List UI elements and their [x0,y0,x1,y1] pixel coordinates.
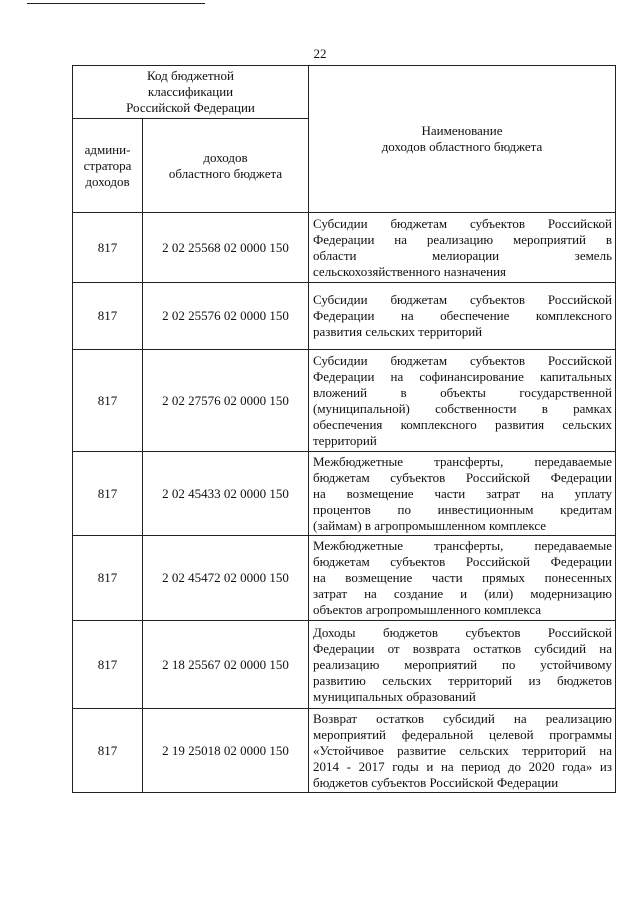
table-row [73,283,616,350]
header-admin-cell [73,119,143,213]
admin-code-cell: 817 [73,452,143,536]
admin-code-cell: 817 [73,213,143,283]
income-code-cell: 2 02 25568 02 0000 150 [143,213,309,283]
income-name-line: «Устойчивое развитие сельских территорий на [313,742,612,758]
admin-code-cell: 817 [73,536,143,621]
admin-code-cell: 817 [73,621,143,709]
income-name-line: Федерации на реализацию мероприятий в [313,231,612,247]
top-rule [27,3,205,4]
income-name-line: муниципальных образований [313,688,476,704]
table-row [73,452,616,536]
income-name-cell [309,350,616,452]
income-name-line: развитию сельских территорий из бюджетов [313,672,612,688]
income-name-line: Федерации на обеспечение комплексного [313,308,612,323]
income-code-cell: 2 02 25576 02 0000 150 [143,283,309,350]
header-group-line: Российской Федерации [126,100,255,115]
header-admin-line: стратора [83,157,132,173]
header-admin-line: доходов [85,173,130,189]
table-row [73,213,616,283]
header-row-top [73,66,616,119]
income-name-line: территорий [313,432,377,448]
admin-code-cell: 817 [73,283,143,350]
table-row [73,536,616,621]
table-row [73,709,616,793]
header-group-line: Код бюджетной [147,68,234,83]
table-row [73,621,616,709]
income-name-line: бюджетов субъектов Российской Федерации [313,774,559,790]
income-name-line: развития сельских территорий [313,324,483,339]
income-name-line: бюджетам субъектов Российской Федерации [313,469,612,485]
header-income-cell [143,119,309,213]
header-name-line: Наименование [421,123,503,138]
header-admin-line: админи- [84,141,131,157]
income-code-cell: 2 02 45472 02 0000 150 [143,536,309,621]
income-name-line: сельскохозяйственного назначения [313,263,507,279]
budget-classification-table [72,65,616,793]
income-name-line: объектов агропромышленного комплекса [313,602,542,617]
income-name-line: на возмещение части прямых понесенных [313,570,612,585]
income-name-line: мероприятий федеральной целевой программы [313,726,612,742]
income-name-cell [309,283,616,350]
income-name-line: Межбюджетные трансферты, передаваемые [313,453,612,469]
income-name-line: бюджетам субъектов Российской Федерации [313,554,612,569]
income-code-cell: 2 18 25567 02 0000 150 [143,621,309,709]
income-name-line: Субсидии бюджетам субъектов Российской [313,352,612,368]
income-name-line: Федерации от возврата остатков субсидий на [313,640,612,656]
income-name-cell [309,709,616,793]
table-row [73,350,616,452]
admin-code-cell: 817 [73,709,143,793]
income-name-line: (муниципальной) собственности в рамках [313,400,612,416]
header-income-line: областного бюджета [168,165,283,181]
income-name-cell [309,452,616,536]
income-name-cell [309,536,616,621]
header-group-line: классификации [147,84,234,99]
income-name-line: (займам) в агропромышленном комплексе [313,517,547,533]
income-name-line: на возмещение части затрат на уплату [313,485,612,501]
header-name-line: доходов областного бюджета [381,139,543,154]
income-code-cell: 2 19 25018 02 0000 150 [143,709,309,793]
income-name-line: затрат на создание и (или) модернизацию [313,586,612,601]
income-code-cell: 2 02 27576 02 0000 150 [143,350,309,452]
header-name-cell [309,66,616,213]
income-name-line: области мелиорации земель [313,247,612,263]
income-name-line: вложений в объекты государственной [313,384,612,400]
admin-code-cell: 817 [73,350,143,452]
income-name-cell [309,621,616,709]
income-name-line: реализацию мероприятий по устойчивому [313,656,612,672]
income-name-line: Федерации на софинансирование капитальных [313,368,612,384]
income-name-line: 2014 - 2017 годы и на период до 2020 года» из [313,758,612,774]
header-income-line: доходов [203,149,248,165]
income-name-line: Субсидии бюджетам субъектов Российской [313,215,612,231]
income-name-line: Межбюджетные трансферты, передаваемые [313,538,612,553]
income-name-line: Субсидии бюджетам субъектов Российской [313,292,612,307]
income-name-line: обеспечения комплексного развития сельских [313,416,612,432]
header-code-group [73,66,309,119]
income-name-line: Доходы бюджетов субъектов Российской [313,624,612,640]
income-name-cell [309,213,616,283]
income-name-line: Возврат остатков субсидий на реализацию [313,710,612,726]
income-code-cell: 2 02 45433 02 0000 150 [143,452,309,536]
income-name-line: процентов по инвестиционным кредитам [313,501,612,517]
page-number: 22 [313,46,327,61]
